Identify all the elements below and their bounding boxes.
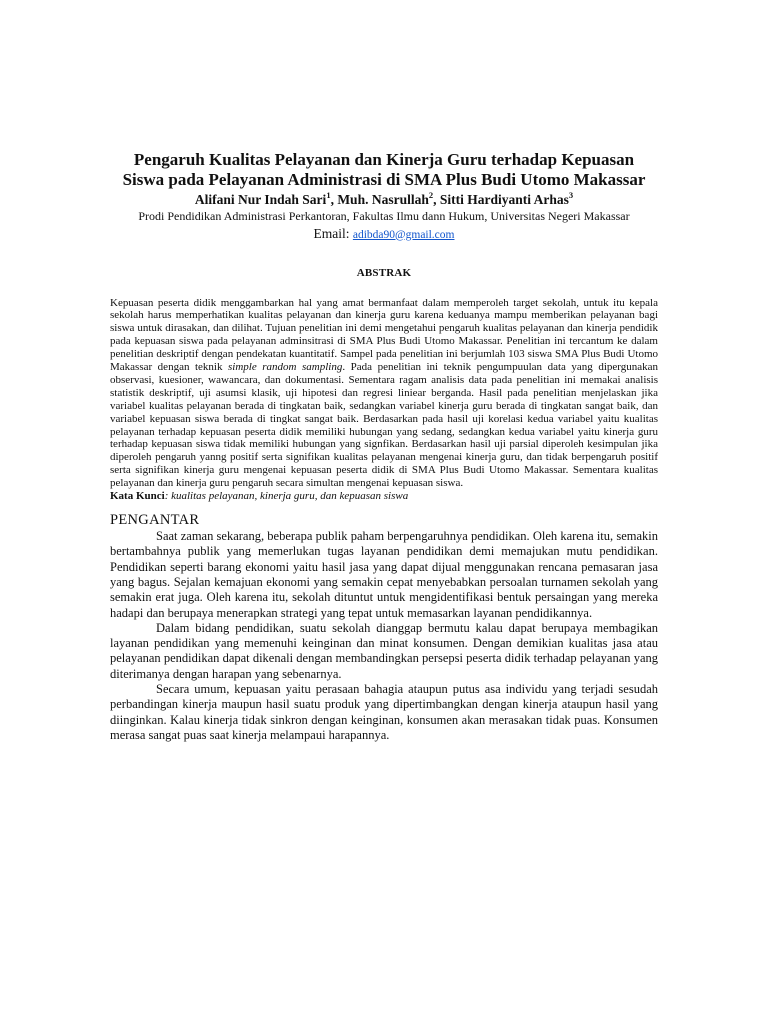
keywords-text: : kualitas pelayanan, kinerja guru, dan kepuasan siswa <box>164 490 409 503</box>
paper-page <box>110 150 658 743</box>
email-label: Email: <box>313 225 350 241</box>
author-list <box>110 192 658 208</box>
abstract-italic-term: simple random sampling <box>228 361 343 374</box>
email-link[interactable]: adibda90@gmail.com <box>352 228 455 241</box>
body-paragraph: Secara umum, kepuasan yaitu perasaan bahagia ataupun putus asa individu yang terjadi sesudah perbandingan kinerja maupun hasil suatu produk yang dipertimbangkan dengan kinerja ataupun hasil yang diinginkan. Kalau kinerja tidak sinkron dengan keinginan, konsumen akan merasakan tidak puas. Konsumen merasa sangat puas saat kinerja melampaui harapannya. <box>110 682 658 742</box>
email-line <box>110 225 658 244</box>
keywords-line <box>110 490 658 503</box>
abstract-heading: ABSTRAK <box>356 266 412 279</box>
author-affil-number: 2 <box>428 190 434 200</box>
abstract-text-continued: . Pada penelitian ini teknik pengumpuulan data yang dipergunakan observasi, kuesioner, wawancara, dan dokumentasi. Sementara ragam analisis data pada penelitian ini memakai analisis statistik deskriptif, uji asumsi klasik, uji hipotesi dan regresi liniear berganda. Hasil pada penelitian menjelaskan jika variabel kualitas pelayanan berada di tingkatan baik, sedangkan variabel kinerja guru berada di tingkatan sangat baik, dan variabel kepuasan siswa berada di tingkat sangat baik. Berdasarkan pada hasil uji korelasi kedua variabel yaitu kualitas pelayanan terhadap kepuasan peserta didik memiliki hubungan yang sedang, sedangkan kedua variabel yaitu kinerja guru terhadap kepuasan siswa tidak memiliki hubungan yang signfikan. Berdasarkan hasil uji parsial diperoleh kesimpulan jika diperoleh pengaruh yanng positif serta signifikan kualitas pelayanan mengenai kinerja guru, dan tidak berpengaruh positif serta signifikan kinerja guru mengenai kepuasan peserta didik di SMA Plus Budi Utomo Makassar. Sementara kualitas pelayanan dan kinerja guru pengaruh secara simultan mengenai kepuasan siswa. <box>110 361 659 490</box>
author-separator: , <box>330 192 338 207</box>
affiliation: Prodi Pendidikan Administrasi Perkantoran, Fakultas Ilmu dann Hukum, Universitas Negeri Makassar <box>138 209 630 223</box>
keywords-label: Kata Kunci <box>110 490 165 503</box>
author-affil-number: 3 <box>568 190 574 200</box>
author-name: Sitti Hardiyanti Arhas <box>439 192 569 207</box>
abstract-text: Kepuasan peserta didik menggambarkan hal yang amat bermanfaat dalam memperoleh target sekolah, untuk itu kepala sekolah harus memperhatikan kualitas pelayanan dan kinerja guru karena keduanya mampu memberikan pelayanan bagi siswa untuk dirasakan, dan dilihat. Tujuan penelitian ini demi mengetahui pengaruh kualitas pelayanan dan kinerja pendidik pada kepuasan siswa pada pelayanan adminsitrasi di SMA Plus Budi Utomo Makassar. Penelitian ini tercantum ke dalam penelitian deskriptif dengan pendekatan kuantitatif. Sampel pada penelitian ini berjumlah 103 siswa SMA Plus Budi Utomo Makassar dengan teknik <box>110 296 658 374</box>
author-name: Alifani Nur Indah Sari <box>194 192 327 207</box>
body-paragraph: Dalam bidang pendidikan, suatu sekolah dianggap bermutu kalau dapat berupaya membagikan layanan pendidikan yang memenuhi keinginan dan minat konsumen. Dengan demikian kualitas jasa atau pelayanan pendidikan dapat dikenali dengan membandingkan persepsi peserta didik terhadap pelayanan yang diterimanya dengan harapan yang sebenarnya. <box>110 620 658 681</box>
body-paragraph: Saat zaman sekarang, beberapa publik paham berpengaruhnya pendidikan. Oleh karena itu, semakin bertambahnya publik yang memerlukan tugas layanan pendidikan demi memajukan mutu pendidikan. Pendidikan seperti barang ekonomi yaitu hasil jasa yang dapat dijual menggunakan rencana pemasaran jasa yang bagus. Sejalan kemajuan ekonomi yang semakin cepat menyebabkan persoalan turnamen sekolah yang semakin erat juga. Oleh karena itu, sekolah dituntut untuk mengidentifikasi bentuk persaingan yang mereka hadapi dan berupaya menerapkan strategi yang tepat untuk memasarkan layanan pendidikannya. <box>110 529 658 620</box>
author-separator: , <box>433 192 440 207</box>
author-affil-number: 1 <box>326 190 331 200</box>
author-name: Muh. Nasrullah <box>337 192 429 207</box>
paper-title: Pengaruh Kualitas Pelayanan dan Kinerja Guru terhadap Kepuasan Siswa pada Pelayanan Administrasi di SMA Plus Budi Utomo Makassar <box>122 150 646 189</box>
section-heading: PENGANTAR <box>110 512 200 529</box>
abstract-body <box>110 297 658 491</box>
